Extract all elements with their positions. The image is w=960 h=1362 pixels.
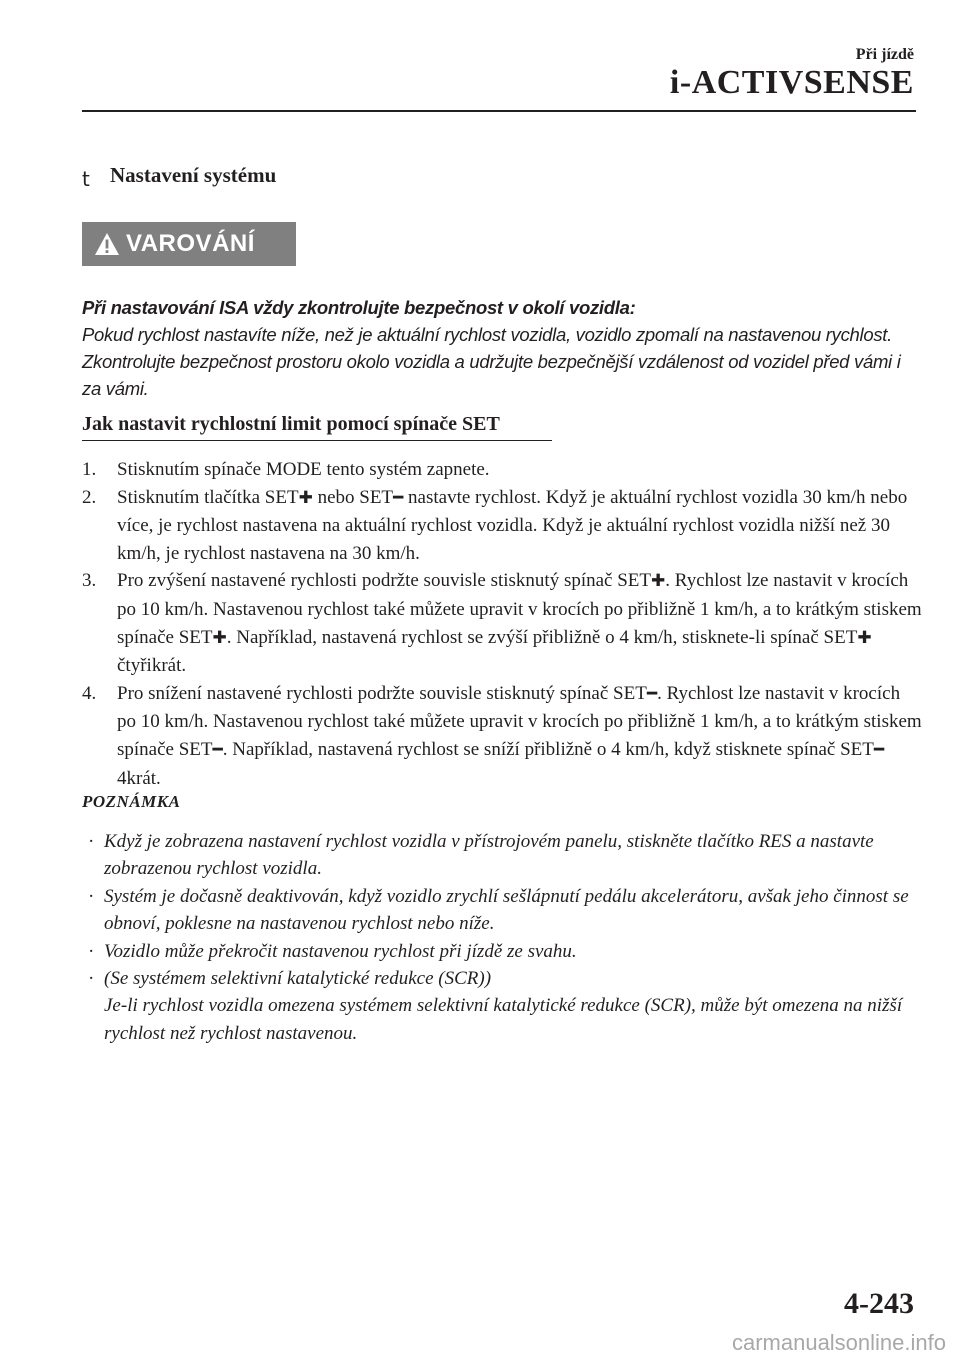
step-text: Stisknutím tlačítka SET [117, 486, 299, 508]
howto-title: Jak nastavit rychlostní limit pomocí spínače SET [82, 413, 500, 435]
step-text: 4krát. [117, 767, 161, 789]
step-number: 1. [82, 459, 97, 480]
step-number: 3. [82, 570, 97, 592]
note-list [82, 828, 922, 1047]
note-item [82, 938, 922, 965]
plus-symbol: ✚ [651, 571, 666, 592]
howto-underline [82, 440, 552, 441]
step-text: čtyřikrát. [117, 655, 187, 677]
section-bullet: t [82, 167, 90, 191]
section-title: Nastavení systému [110, 163, 277, 187]
step-text: . Například, nastavená rychlost se sníží přibližně o 4 km/h, když stisknete spínač SET [222, 738, 874, 760]
note-item [82, 965, 922, 1047]
note-text: Když je zobrazena nastavení rychlost vozidla v přístrojovém panelu, stiskněte tlačítko RES a nastavte zobrazenou rychlost vozidla. [104, 831, 874, 880]
watermark: carmanualsonline.info [731, 1330, 946, 1355]
warning-text [82, 294, 922, 402]
warning-body: Pokud rychlost nastavíte níže, než je aktuální rychlost vozidla, vozidlo zpomalí na nastavenou rychlost. Zkontrolujte bezpečnost prostoru okolo vozidla a udržujte bezpečnější vzdálenost od vozidel před vámi i za vámi. [82, 324, 901, 399]
steps-list [82, 456, 922, 792]
step-text: Stisknutím spínače MODE tento systém zapnete. [117, 459, 490, 480]
note-text: Je-li rychlost vozidla omezena systémem selektivní katalytické redukce (SCR), může být omezena na nižší rychlost než rychlost nastavenou. [104, 995, 903, 1044]
note-bullet: · [88, 940, 95, 962]
note-text: Systém je dočasně deaktivován, když vozidlo zrychlí sešlápnutí pedálu akcelerátoru, avšak jeho činnost se obnoví, poklesne na nastavenou rychlost nebo níže. [104, 885, 909, 935]
minus-symbol: ━ [212, 739, 223, 760]
step-text: . Například, nastavená rychlost se zvýší přibližně o 4 km/h, stisknete-li spínač SET [226, 626, 858, 648]
note-bullet: · [88, 831, 95, 852]
running-header-title: i-ACTIVSENSE [669, 64, 914, 101]
note-bullet: · [88, 885, 95, 907]
note-subtitle: (Se systémem selektivní katalytické redukce (SCR)) [104, 968, 492, 990]
step-text: Pro snížení nastavené rychlosti podržte souvisle stisknutý spínač SET [117, 682, 647, 704]
page-number: 4-243 [844, 1287, 914, 1320]
step-number: 4. [82, 682, 97, 704]
minus-symbol: ━ [393, 487, 404, 508]
step-3 [82, 567, 922, 679]
step-number: 2. [82, 486, 97, 508]
step-4 [82, 680, 922, 792]
step-text: . Rychlost lze nastavit v krocích po 10 km/h. Nastavenou rychlost také můžete upravit v krocích po přibližně 1 km/h, a to krátkým stiskem spínače SET [117, 682, 922, 760]
plus-symbol: ✚ [212, 627, 227, 648]
running-header-section: Při jízdě [855, 46, 914, 63]
note-text: Vozidlo může překročit nastavenou rychlost při jízdě ze svahu. [104, 940, 577, 962]
warning-lead: Při nastavování ISA vždy zkontrolujte bezpečnost v okolí vozidla: [82, 297, 636, 318]
minus-symbol: ━ [646, 683, 658, 704]
step-text: . Rychlost lze nastavit v krocích po 10 km/h. Nastavenou rychlost také můžete upravit v krocích po přibližně 1 km/h, a to krátkým stiskem spínače SET [117, 570, 922, 648]
note-bullet: · [88, 968, 95, 990]
header-rule [82, 110, 916, 112]
step-text: Pro zvýšení nastavené rychlosti podržte souvisle stisknutý spínač SET [117, 570, 652, 592]
step-2 [82, 484, 922, 568]
warning-banner [82, 222, 296, 266]
minus-symbol: ━ [873, 739, 885, 760]
warning-label: VAROVÁNÍ [126, 230, 255, 257]
warning-triangle-icon [94, 232, 120, 256]
plus-symbol: ✚ [857, 627, 872, 648]
step-text: nebo SET [312, 486, 394, 508]
plus-symbol: ✚ [298, 487, 313, 508]
note-title: POZNÁMKA [82, 792, 181, 811]
note-item [82, 828, 922, 883]
step-1 [82, 456, 922, 484]
step-text: nastavte rychlost. Když je aktuální rychlost vozidla 30 km/h nebo více, je rychlost nastavena na aktuální rychlost vozidla. Když je aktuální rychlost vozidla nižší než 30 km/h, je rychlost nastavena na 30 km/h. [117, 486, 908, 564]
note-item [82, 883, 922, 938]
